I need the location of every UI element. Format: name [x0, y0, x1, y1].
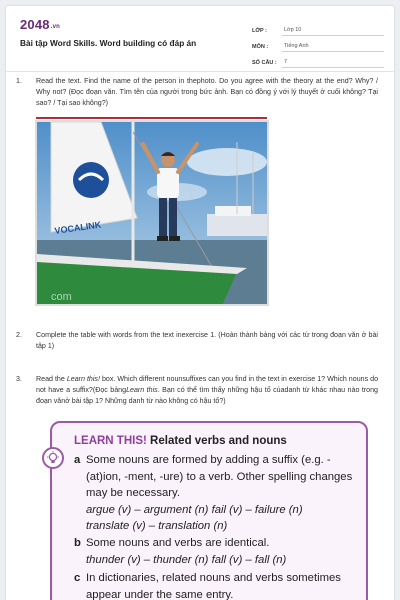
question-3 — [16, 374, 378, 407]
learn-this-heading: LEARN THIS! Related verbs and nouns — [74, 435, 287, 447]
sail-logo-text: VOCALINK — [53, 219, 102, 236]
document-header — [6, 6, 394, 72]
meta-row-subject — [252, 36, 384, 52]
question-number: 1. — [16, 77, 22, 85]
meta-key: LỚP : — [252, 28, 267, 34]
sailor-photo — [35, 120, 269, 306]
meta-table — [252, 20, 384, 68]
question-2 — [16, 330, 378, 352]
hull-text: com — [51, 291, 72, 303]
meta-key: MÔN : — [252, 44, 269, 50]
example-line: argue (v) – argument (n) fail (v) – failure (n) — [86, 503, 303, 516]
question-text: Read the text. Find the name of the person in thephoto. Do you agree with the theory at the end? Why? / Why not? (Đọc đoạn văn. Tìm tên của người trong bức ảnh. Bạn có đồng ý với lý thuyết ở cuối không? Tại sao? / Tại sao không?) — [36, 77, 378, 107]
meta-value: Lớp 10 — [282, 27, 384, 36]
meta-value: 7 — [282, 59, 384, 68]
example-line: thunder (v) – thunder (n) fall (v) – fall (n) — [86, 553, 287, 566]
question-1 — [16, 76, 378, 109]
rule-item-c: c In dictionaries, related nouns and verbs sometimes appear under the same entry. — [74, 572, 341, 600]
example-line: translate (v) – translation (n) — [86, 520, 228, 532]
divider-line — [36, 117, 267, 119]
page-title: Bài tập Word Skills. Word building có đáp án — [20, 38, 197, 48]
site-logo[interactable]: 2048.vn — [20, 17, 61, 32]
rule-item-b: b Some nouns and verbs are identical. thunder (v) – thunder (n) fall (v) – fall (n) — [74, 535, 360, 568]
question-text: Read the Learn this! box. Which different nounsuffixes can you find in the text in exercise 1? Which nouns do not have a suffix?(Đọc bảngLearn this. Bạn có thể tìm thấy những hậu tố củadanh từ khác nhau nào trong đoạn vănở bài tập 1? Những danh từ nào không có hậu tố?) — [36, 375, 379, 405]
meta-row-count — [252, 52, 384, 68]
meta-key: SỐ CÂU : — [252, 60, 277, 66]
question-number: 3. — [16, 375, 22, 383]
rule-item-a: a Some nouns are formed by adding a suffix (e.g. -(at)ion, -ment, -ure) to a verb. Other spelling changes may be necessary. argue (v) – argument (n) fail (v) – failure (n) translate (v) – translation (n) — [74, 452, 360, 535]
question-number: 2. — [16, 331, 22, 339]
meta-row-class — [252, 20, 384, 36]
meta-value: Tiếng Anh — [282, 43, 384, 52]
lightbulb-icon — [42, 447, 64, 469]
photo-illustration — [37, 122, 269, 306]
question-text: Complete the table with words from the text inexercise 1. (Hoàn thành bảng với các từ trong đoạn văn ở bài tập 1) — [36, 331, 378, 350]
